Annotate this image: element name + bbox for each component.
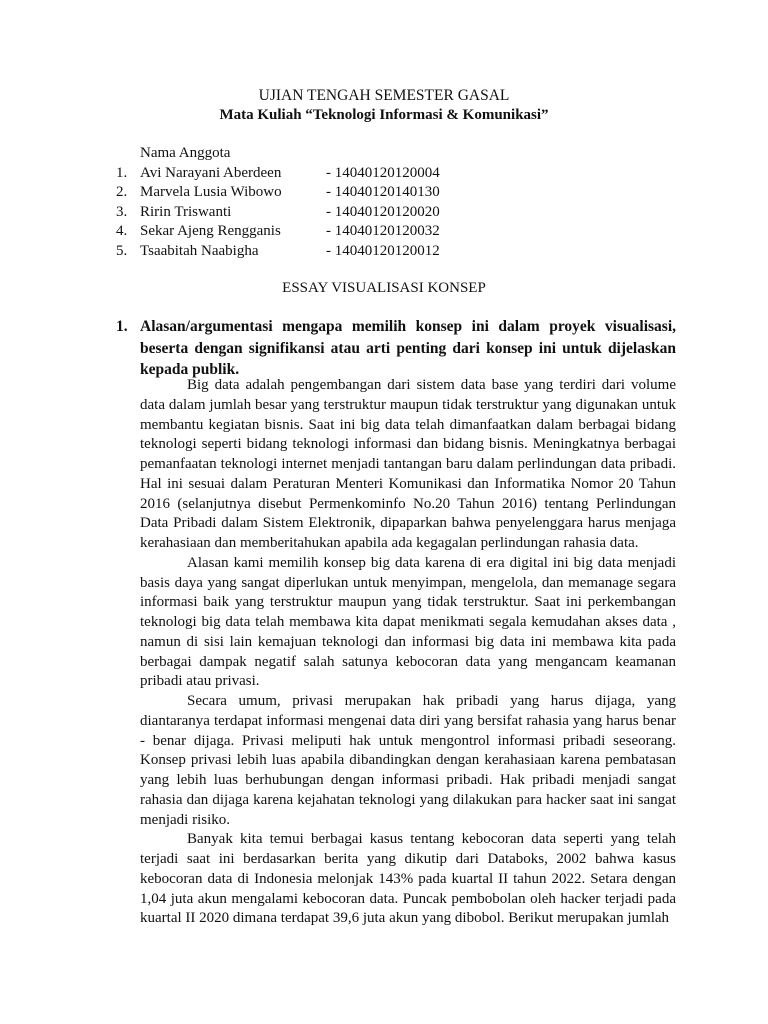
member-list [116,144,440,261]
section-heading: ESSAY VISUALISASI KONSEP [282,280,486,296]
essay-body [140,376,676,929]
paragraph: Big data adalah pengembangan dari sistem data base yang terdiri dari volume data dalam jumlah besar yang terstruktur maupun tidak terstruktur yang digunakan untuk membantu kegiatan bisnis. Saat ini big data telah dimanfaatkan dalam berbagai bidang teknologi seperti bidang teknologi informasi dan bidang bisnis. Meningkatnya berbagai pemanfaatan teknologi internet menjadi tantangan baru dalam perlindungan data pribadi. Hal ini sesuai dalam Peraturan Menteri Komunikasi dan Informatika Nomor 20 Tahun 2016 (selanjutnya disebut Permenkominfo No.20 Tahun 2016) tentang Perlindungan Data Pribadi dalam Sistem Elektronik, dipaparkan bahwa penyelenggara harus menjaga kerahasiaan dan memberitahukan apabila ada kegagalan perlindungan rahasia data. [140,377,676,551]
member-name: Avi Narayani Aberdeen [140,164,282,181]
member-id: - 14040120120020 [326,203,440,220]
member-row [116,203,440,223]
member-id: - 14040120120032 [326,223,440,239]
exam-title: UJIAN TENGAH SEMESTER GASAL [258,87,510,104]
member-name: Tsaabitah Naabigha [140,242,259,259]
member-number: 2. [116,184,128,200]
course-subtitle: Mata Kuliah “Teknologi Informasi & Komunikasi” [219,107,549,123]
member-number: 1. [116,164,128,181]
member-number: 3. [116,203,128,220]
member-row [116,164,440,184]
member-id: - 14040120120012 [326,242,440,259]
member-number: 5. [116,242,128,259]
member-row [116,222,440,242]
member-list-label: Nama Anggota [140,145,231,161]
member-name: Marvela Lusia Wibowo [140,184,282,200]
paragraph: Secara umum, privasi merupakan hak pribadi yang harus dijaga, yang diantaranya terdapat informasi mengenai data diri yang bersifat rahasia yang harus benar - benar dijaga. Privasi meliputi hak untuk mengontrol informasi pribadi seseorang. Konsep privasi lebih luas apabila dibandingkan dengan kerahasiaan karena pembatasan yang lebih luas berhubungan dengan informasi pribadi. Hak pribadi menjadi sangat rahasia dan dijaga karena kejahatan teknologi yang dilakukan para hacker saat ini sangat menjadi risiko. [140,693,676,828]
member-name: Ririn Triswanti [140,203,232,220]
member-name: Sekar Ajeng Rengganis [140,223,281,239]
question-heading [116,316,676,381]
member-row [116,183,440,203]
member-id: - 14040120120004 [326,164,440,181]
member-number: 4. [116,223,128,239]
member-row [116,242,440,262]
paragraph: Alasan kami memilih konsep big data karena di era digital ini big data menjadi basis daya yang sangat diperlukan untuk menyimpan, mengelola, dan memanage segara informasi baik yang terstruktur maupun yang tidak terstruktur. Saat ini perkembangan teknologi big data telah membawa kita dapat menikmati segala kemudahan akses data , namun di sisi lain kemajuan teknologi dan informasi big data ini membawa kita pada berbagai dampak negatif salah satunya kebocoran data yang mengancam keamanan pribadi atau privasi. [140,554,676,690]
question-text: Alasan/argumentasi mengapa memilih konsep ini dalam proyek visualisasi, beserta dengan signifikansi atau arti penting dari konsep ini untuk dijelaskan kepada publik. [140,318,676,378]
question-number: 1. [116,318,128,335]
paragraph: Banyak kita temui berbagai kasus tentang kebocoran data seperti yang telah terjadi saat ini berdasarkan berita yang dikutip dari Databoks, 2002 bahwa kasus kebocoran data di Indonesia melonjak 143% pada kuartal II tahun 2022. Setara dengan 1,04 juta akun mengalami kebocoran data. Puncak pembobolan oleh hacker terjadi pada kuartal II 2020 dimana terdapat 39,6 juta akun yang dibobol. Berikut merupakan jumlah [140,831,676,927]
member-id: - 14040120140130 [326,184,440,200]
